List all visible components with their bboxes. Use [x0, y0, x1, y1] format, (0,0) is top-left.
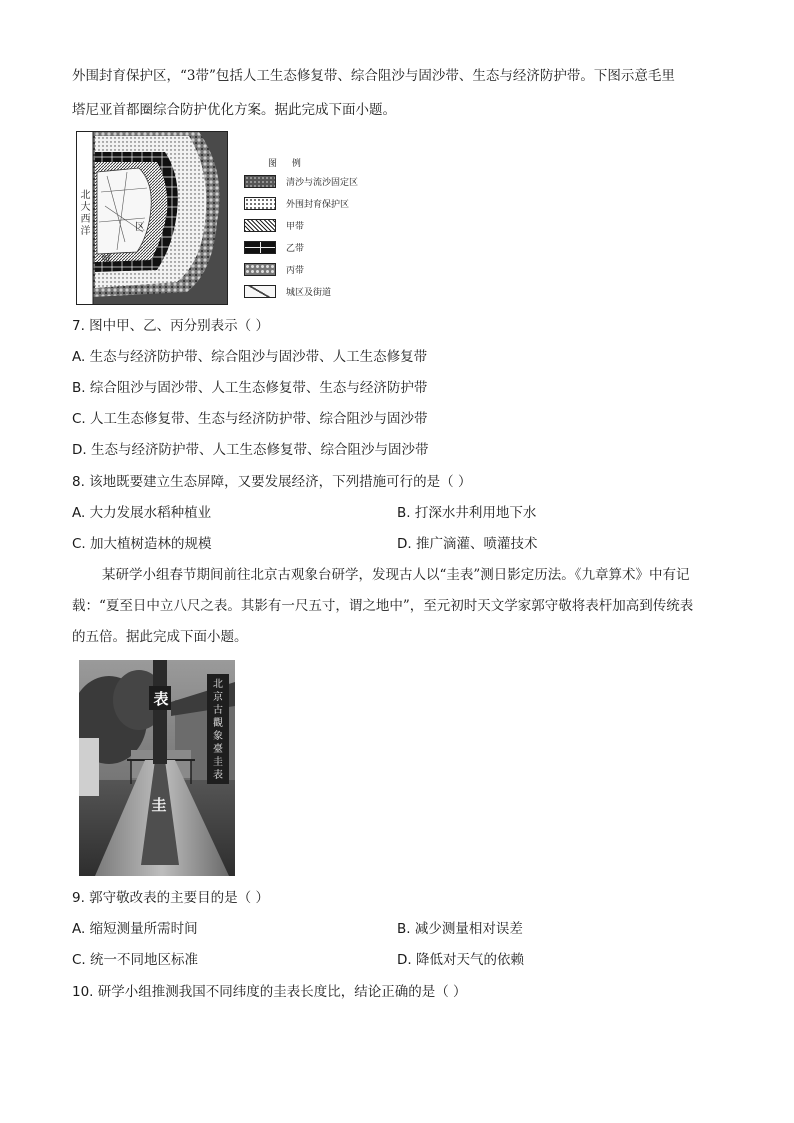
ocean-char: 西 — [80, 214, 91, 225]
legend-swatch — [244, 241, 276, 254]
legend-item — [244, 218, 304, 232]
sign-char: 觀 — [213, 718, 223, 729]
guibiao-photo — [79, 660, 235, 876]
q7-option-d[interactable]: D. 生态与经济防护带、人工生态修复带、综合阻沙与固沙带 — [72, 442, 429, 458]
sign-char: 表 — [213, 770, 223, 781]
map-figure — [76, 131, 228, 305]
q10-stem: 10. 研学小组推测我国不同纬度的圭表长度比，结论正确的是（ ） — [72, 984, 467, 1000]
intro1-line1: 外围封育保护区，“3带”包括人工生态修复带、综合阻沙与固沙带、生态与经济防护带。下图示意毛里 — [72, 68, 675, 84]
q7-stem: 7. 图中甲、乙、丙分别表示（ ） — [72, 318, 269, 334]
legend-label: 丙带 — [286, 265, 305, 276]
legend-swatch — [244, 285, 276, 298]
ocean-label — [79, 190, 92, 238]
legend-item — [244, 196, 349, 210]
ocean-char: 大 — [80, 202, 91, 213]
legend-label: 乙带 — [286, 243, 305, 254]
legend-item — [244, 284, 331, 298]
gui-label: 圭 — [151, 796, 167, 814]
legend-label: 清沙与流沙固定区 — [286, 177, 359, 188]
q8-option-a[interactable]: A. 大力发展水稻种植业 — [72, 505, 212, 521]
legend-label: 甲带 — [286, 221, 305, 232]
sign-char: 古 — [213, 705, 223, 716]
biao-label: 表 — [153, 690, 169, 708]
ocean-char: 北 — [80, 190, 91, 201]
intro2-line3: 的五倍。据此完成下面小题。 — [72, 629, 248, 645]
sign-text — [208, 678, 228, 782]
sign-char: 京 — [213, 692, 223, 703]
legend-label: 外围封育保护区 — [286, 199, 350, 210]
legend-item — [244, 174, 358, 188]
q8-option-d[interactable]: D. 推广滴灌、喷灌技术 — [397, 536, 538, 552]
legend-item — [244, 262, 304, 276]
q9-stem: 9. 郭守敬改表的主要目的是（ ） — [72, 890, 269, 906]
q8-option-b[interactable]: B. 打深水井利用地下水 — [397, 505, 537, 521]
q8-stem: 8. 该地既要建立生态屏障，又要发展经济，下列措施可行的是（ ） — [72, 474, 472, 490]
district-label: 区 — [135, 222, 145, 233]
sign-char: 臺 — [213, 744, 223, 755]
q9-option-c[interactable]: C. 统一不同地区标准 — [72, 952, 199, 968]
q9-option-d[interactable]: D. 降低对天气的依赖 — [397, 952, 524, 968]
q9-option-a[interactable]: A. 缩短测量所需时间 — [72, 921, 198, 937]
intro2-line1: 某研学小组春节期间前往北京古观象台研学，发现古人以“圭表”测日影定历法。《九章算术》中有记 — [102, 567, 690, 583]
intro2-line2: 载：“夏至日中立八尺之表。其影有一尺五寸，谓之地中”，至元初时天文学家郭守敬将表杆加高到传统表 — [72, 598, 694, 614]
map-drawing — [77, 132, 227, 304]
city-label: 城 — [101, 254, 111, 265]
q7-option-a[interactable]: A. 生态与经济防护带、综合阻沙与固沙带、人工生态修复带 — [72, 349, 428, 365]
legend-swatch — [244, 197, 276, 210]
sign-char: 圭 — [213, 757, 223, 768]
sign-char: 北 — [213, 679, 223, 690]
intro1-line2: 塔尼亚首都圈综合防护优化方案。据此完成下面小题。 — [72, 102, 396, 118]
q9-option-b[interactable]: B. 减少测量相对误差 — [397, 921, 523, 937]
legend-title: 图 例 — [268, 159, 307, 169]
legend-swatch — [244, 219, 276, 232]
legend-item — [244, 240, 304, 254]
legend-label: 城区及街道 — [286, 287, 332, 298]
legend-swatch — [244, 263, 276, 276]
ocean-char: 洋 — [80, 226, 91, 237]
q7-option-b[interactable]: B. 综合阻沙与固沙带、人工生态修复带、生态与经济防护带 — [72, 380, 428, 396]
q8-option-c[interactable]: C. 加大植树造林的规模 — [72, 536, 212, 552]
sign-char: 象 — [213, 731, 223, 742]
legend-swatch — [244, 175, 276, 188]
q7-option-c[interactable]: C. 人工生态修复带、生态与经济防护带、综合阻沙与固沙带 — [72, 411, 428, 427]
